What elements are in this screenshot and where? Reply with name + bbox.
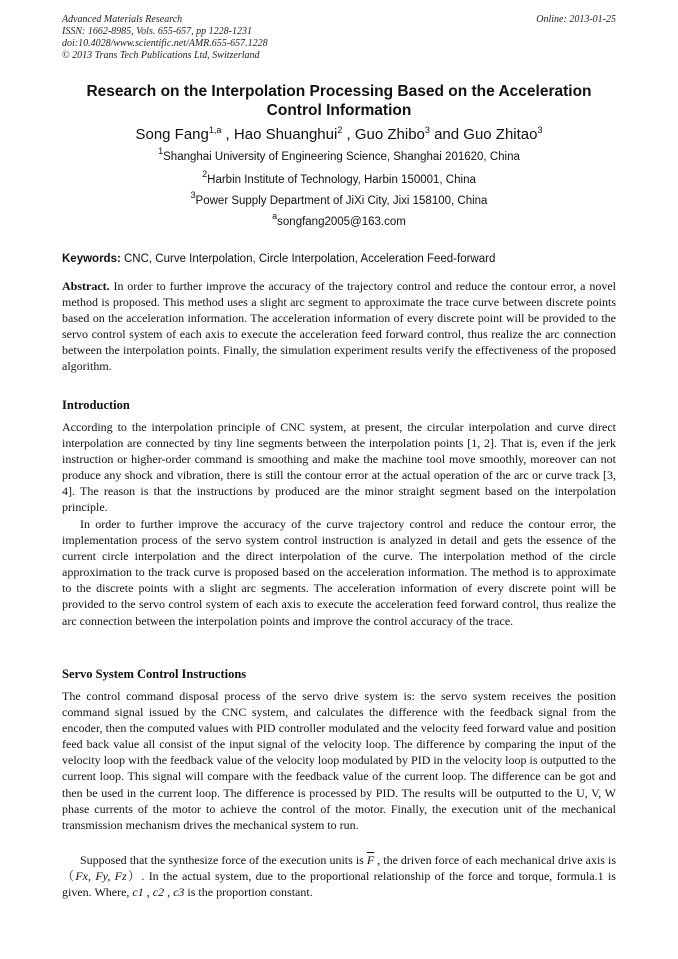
doi-line: doi:10.4028/www.scientific.net/AMR.655-657.1228 — [62, 38, 268, 49]
keywords-label: Keywords: — [62, 253, 121, 265]
author-4: Guo Zhitao — [463, 126, 538, 143]
affiliation-1 — [62, 146, 616, 164]
abstract-label: Abstract. — [62, 279, 110, 293]
author-list — [62, 126, 616, 144]
affiliation-marker: 2 — [202, 169, 208, 179]
title-line-1: Research on the Interpolation Processing Based on the Acceleration — [86, 83, 592, 100]
proportion-constants-symbols: c1 , c2 , c3 — [132, 885, 185, 900]
affiliation-text: Power Supply Department of JiXi City, Jixi 158100, China — [195, 195, 488, 207]
affiliation-3 — [62, 190, 616, 208]
author-3-affiliation: 3 — [424, 125, 430, 135]
author-separator: , — [221, 126, 234, 143]
section-heading-servo: Servo System Control Instructions — [62, 667, 247, 681]
affiliation-marker: 3 — [190, 190, 196, 200]
affiliation-marker: 1 — [158, 146, 164, 156]
abstract — [62, 278, 616, 375]
author-4-affiliation: 3 — [537, 125, 543, 135]
copyright-line: © 2013 Trans Tech Publications Ltd, Switzerland — [62, 50, 260, 61]
introduction-paragraph-2: In order to further improve the accuracy of the curve trajectory control and reduce the contour error, the implementation process of the servo system control instruction is analyzed in detail and gets the essence of the current circle interpolation and the direct interpolation of the curve. The interpolation method of the circle approximation to the track curve is proposed based on the acceleration information. The method is to approximate to the discrete points with a slight arc segments. The acceleration information of every discrete point will be provided to the servo control system of each axis to execute the acceleration feed forward control, thus realize the arc connection between the interpolation points and improve the control accuracy of the trace. — [62, 517, 616, 628]
servo-paragraph-2 — [62, 852, 616, 900]
affiliation-marker: a — [272, 211, 278, 221]
servo-p2-text: Supposed that the synthesize force of the execution units is — [80, 853, 367, 867]
author-separator: and — [429, 126, 464, 143]
servo-p2-text: , the driven force of each mechanical drive axis is（ — [62, 853, 616, 884]
servo-p2-text: ）. In the actual system, due to the proportional relationship of the force and torque, formula.1 is given. Where, — [62, 869, 616, 900]
force-vector-symbol: $\overline{F}$ — [366, 853, 375, 867]
issn-line: ISSN: 1662-8985, Vols. 655-657, pp 1228-1231 — [62, 26, 252, 37]
corresponding-email — [62, 211, 616, 229]
author-2: Hao Shuanghui — [233, 126, 338, 143]
axis-forces-symbols: Fx, Fy, Fz — [75, 869, 127, 884]
servo-p2-text: is the proportion constant. — [184, 885, 313, 900]
introduction-paragraph-1: According to the interpolation principle of CNC system, at present, the circular interpolation and curve direct interpolation are connected by tiny line segments between the interpolation points [1, 2]. That is, even if the jerk instruction or higher-order command is smoothing and make the machine tool move smoothly, moreover can not produce any shock and vibration, there is still the contour error at the actual operation of the arc or curve track [3, 4]. The reason is that the instructions by produced are the minor straight segment based on the interpolation principle. — [62, 420, 616, 515]
author-2-affiliation: 2 — [337, 125, 343, 135]
affiliation-text: Shanghai University of Engineering Science, Shanghai 201620, China — [163, 151, 520, 163]
affiliation-text: Harbin Institute of Technology, Harbin 150001, China — [207, 174, 476, 186]
keywords-text: CNC, Curve Interpolation, Circle Interpolation, Acceleration Feed-forward — [120, 253, 496, 265]
author-separator: , — [342, 126, 355, 143]
keywords — [62, 252, 616, 266]
online-date: Online: 2013-01-25 — [536, 14, 616, 25]
title-line-2: Control Information — [266, 102, 412, 119]
section-heading-introduction: Introduction — [62, 398, 130, 412]
journal-name: Advanced Materials Research — [62, 14, 183, 25]
author-1-affiliation: 1,a — [208, 125, 222, 135]
author-3: Guo Zhibo — [354, 126, 425, 143]
author-1: Song Fang — [135, 126, 209, 143]
abstract-text: In order to further improve the accuracy of the trajectory control and reduce the contour error, a novel method is proposed. This method uses a slight arc segment to approximate the trace curve between discrete points based on the acceleration information. The acceleration information of every discrete point will be provided to the servo control system of each axis to execute the acceleration feed forward control, thus realize the arc connection between the interpolation points. Finally, the simulation experiment results verify the effectiveness of the proposed algorithm. — [62, 279, 616, 374]
servo-paragraph-1: The control command disposal process of the servo drive system is: the servo system receives the position command signal issued by the CNC system, and calculates the difference with the feedback signal from the encoder, then the computed values with PID controller modulated and the velocity feed forward value and position feed back value all consist of the input signal of the velocity loop. The difference by comparing the input of the velocity loop with the feedback value of the velocity loop modulated by PID in the velocity loop is outputted to the current loop. This signal will compare with the feedback value of the current loop. The difference can be got and then be used in the current loop. The difference is processed by PID. The results will be outputted to the U, V, W phase currents of the motor to achieve the control of the motor. Finally, the execution unit of the mechanical transmission mechanism drives the mechanical system to run. — [62, 689, 616, 832]
email-address: songfang2005@163.com — [277, 216, 406, 228]
paper-title — [62, 82, 616, 120]
affiliation-2 — [62, 169, 616, 187]
journal-header — [62, 14, 616, 62]
